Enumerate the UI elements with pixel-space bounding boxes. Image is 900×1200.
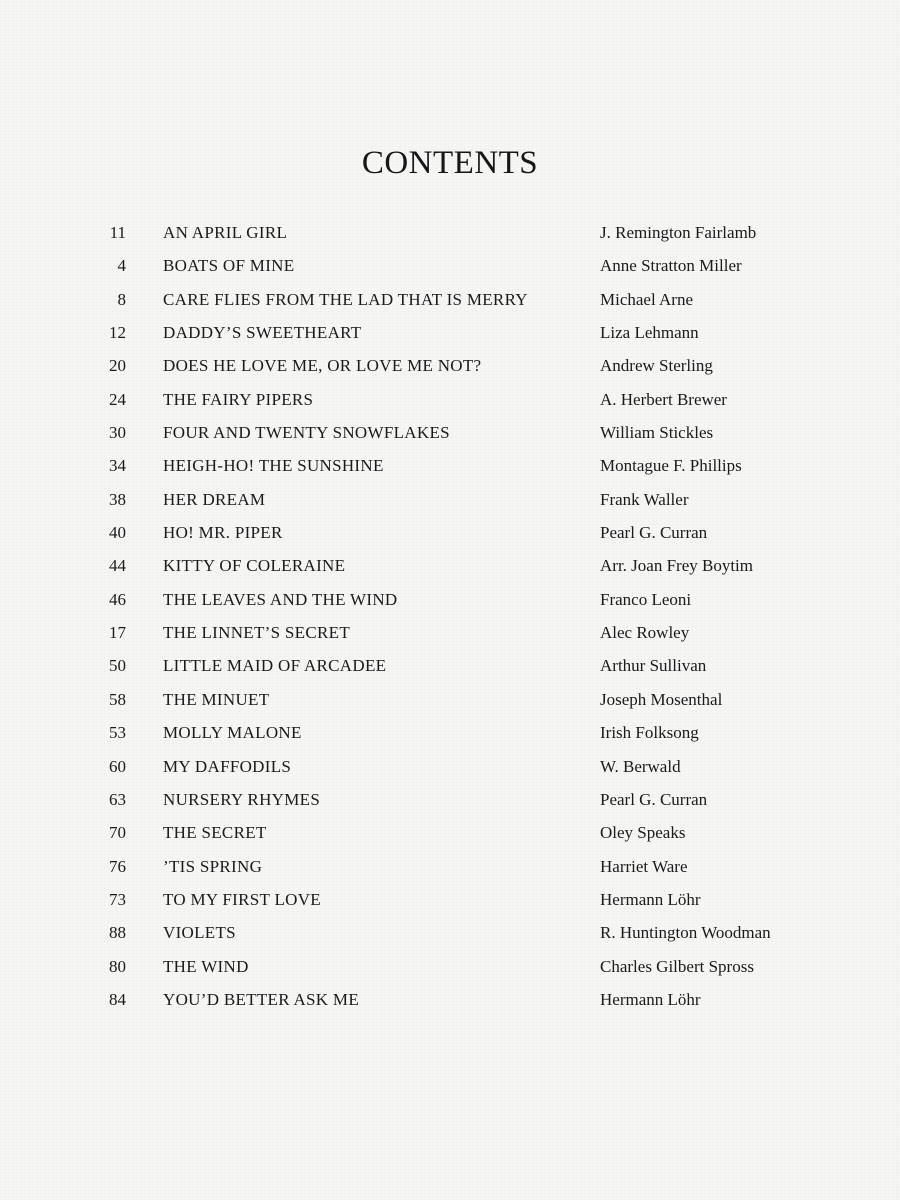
song-title: THE LEAVES AND THE WIND [163,589,398,609]
song-title: BOATS OF MINE [163,256,295,276]
composer-name: Hermann Löhr [600,889,701,909]
song-title: CARE FLIES FROM THE LAD THAT IS MERRY [163,289,528,309]
composer-name: Liza Lehmann [600,323,699,343]
song-title: FOUR AND TWENTY SNOWFLAKES [163,423,450,443]
song-title: THE LINNET’S SECRET [163,623,351,643]
page-number: 11 [109,223,126,242]
composer-name: William Stickles [600,423,714,443]
composer-name: Irish Folksong [600,723,699,743]
contents-entry[interactable] [0,485,900,518]
song-title: THE SECRET [163,823,267,843]
composer-name: W. Berwald [600,756,681,776]
composer-name: Franco Leoni [600,589,692,609]
composer-name: Michael Arne [600,289,693,309]
contents-entry[interactable] [0,585,900,618]
composer-name: Alec Rowley [600,623,690,643]
page-number: 30 [109,423,126,443]
page-number: 58 [109,689,126,709]
song-title: MY DAFFODILS [163,756,292,776]
composer-name: R. Huntington Woodman [600,923,771,943]
contents-entry[interactable] [0,418,900,451]
contents-entry[interactable] [0,351,900,384]
contents-entry[interactable] [0,952,900,985]
song-title: THE WIND [163,956,249,976]
contents-entry[interactable] [0,285,900,318]
song-title: HO! MR. PIPER [163,523,283,543]
contents-entry[interactable] [0,218,900,251]
composer-name: Oley Speaks [600,823,686,843]
song-title: KITTY OF COLERAINE [163,556,346,576]
contents-entry[interactable] [0,385,900,418]
composer-name: Frank Waller [600,489,689,509]
composer-name: Charles Gilbert Spross [600,956,754,976]
contents-entry[interactable] [0,551,900,584]
page-number: 8 [117,289,126,309]
composer-name: Harriet Ware [600,856,688,876]
page-number: 73 [109,889,126,909]
song-title: THE MINUET [163,689,270,709]
page-number: 38 [109,489,126,509]
contents-entry[interactable] [0,251,900,284]
contents-list [0,218,900,1018]
page-number: 76 [109,856,126,876]
composer-name: Anne Stratton Miller [600,256,742,276]
page-number: 17 [109,623,126,643]
page-number: 70 [109,823,126,843]
song-title: TO MY FIRST LOVE [163,889,321,909]
song-title: YOU’D BETTER ASK ME [163,989,360,1009]
contents-entry[interactable] [0,451,900,484]
composer-name: Montague F. Phillips [600,456,742,476]
page-number: 40 [109,523,126,543]
contents-entry[interactable] [0,518,900,551]
contents-entry[interactable] [0,885,900,918]
song-title: MOLLY MALONE [163,723,302,743]
page-number: 80 [109,956,126,976]
composer-name: Joseph Mosenthal [600,689,723,709]
composer-name: Pearl G. Curran [600,789,708,809]
page-number: 24 [109,389,126,409]
composer-name: Pearl G. Curran [600,523,708,543]
song-title: ’TIS SPRING [163,856,263,876]
song-title: HEIGH-HO! THE SUNSHINE [163,456,384,476]
song-title: NURSERY RHYMES [163,789,321,809]
page-number: 50 [109,656,126,676]
contents-entry[interactable] [0,685,900,718]
contents-entry[interactable] [0,618,900,651]
contents-entry[interactable] [0,718,900,751]
page-number: 46 [109,589,126,609]
page-number: 44 [109,556,126,576]
song-title: AN APRIL GIRL [163,223,288,242]
page-number: 4 [117,256,126,276]
composer-name: A. Herbert Brewer [600,389,727,409]
contents-entry[interactable] [0,785,900,818]
page-title: CONTENTS [361,145,539,181]
contents-entry[interactable] [0,985,900,1018]
page-number: 63 [109,789,126,809]
page-number: 53 [109,723,126,743]
composer-name: J. Remington Fairlamb [600,223,757,242]
contents-entry[interactable] [0,852,900,885]
page-number: 20 [109,356,126,376]
composer-name: Arthur Sullivan [600,656,707,676]
song-title: VIOLETS [163,923,236,943]
song-title: HER DREAM [163,489,266,509]
contents-entry[interactable] [0,918,900,951]
page-number: 12 [109,323,126,343]
song-title: DOES HE LOVE ME, OR LOVE ME NOT? [163,356,482,376]
contents-entry[interactable] [0,818,900,851]
contents-entry[interactable] [0,318,900,351]
composer-name: Hermann Löhr [600,989,701,1009]
song-title: LITTLE MAID OF ARCADEE [163,656,387,676]
contents-entry[interactable] [0,651,900,684]
song-title: THE FAIRY PIPERS [163,389,314,409]
page-number: 88 [109,923,126,943]
page-number: 34 [109,456,126,476]
page-number: 84 [109,989,126,1009]
composer-name: Andrew Sterling [600,356,713,376]
song-title: DADDY’S SWEETHEART [163,323,362,343]
contents-entry[interactable] [0,752,900,785]
composer-name: Arr. Joan Frey Boytim [600,556,753,576]
page-number: 60 [109,756,126,776]
